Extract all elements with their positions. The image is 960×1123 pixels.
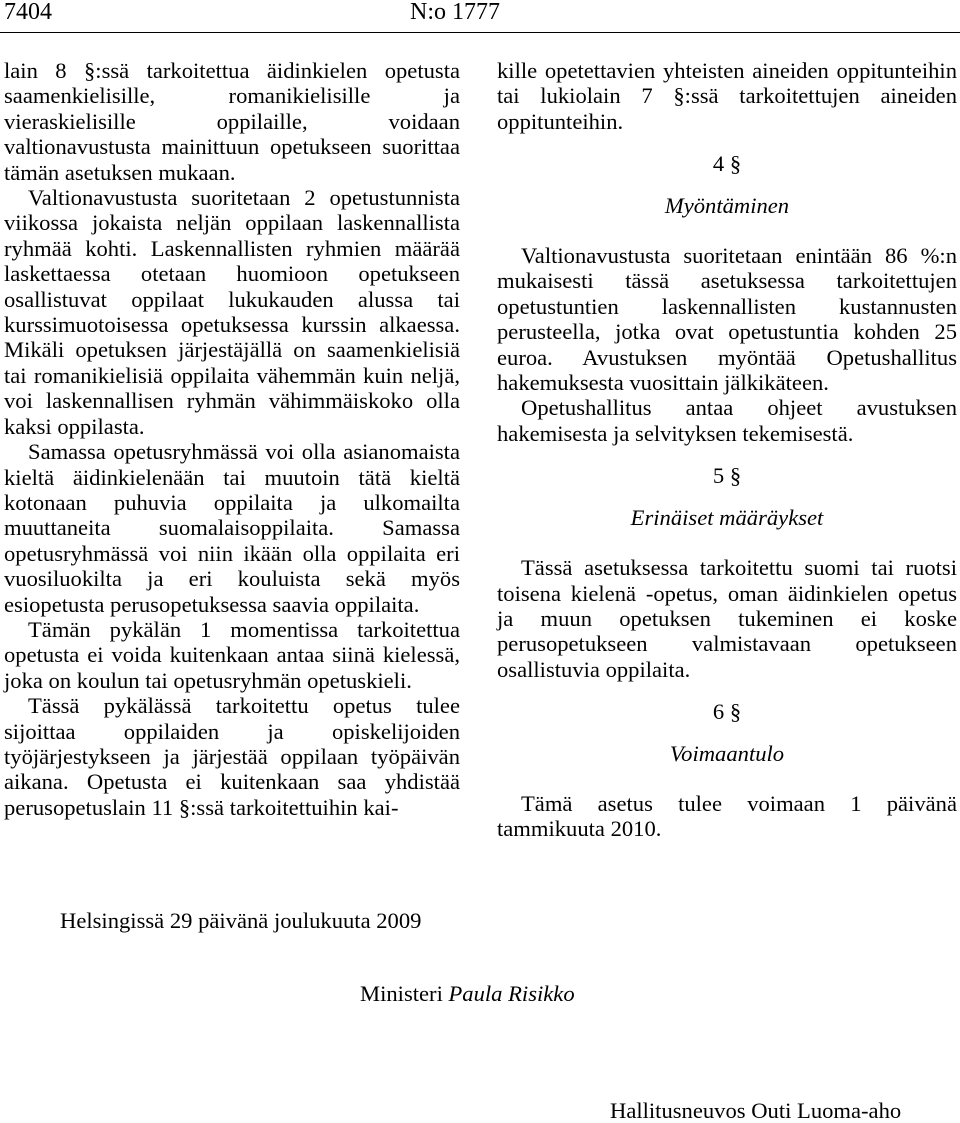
section-title: Voimaantulo bbox=[669, 740, 785, 766]
minister-title: Ministeri bbox=[360, 981, 443, 1006]
page-number: 7404 bbox=[4, 0, 52, 25]
paragraph: Tämä asetus tulee voimaan 1 päivänä tammikuuta 2010. bbox=[497, 790, 957, 842]
left-column bbox=[4, 58, 460, 820]
paragraph: lain 8 §:ssä tarkoitettua äidinkielen opetusta saamenkielisille, romanikielisille ja vieraskielisille oppilaille, voidaan valtionavustusta mainittuun opetukseen suorittaa tämän asetuksen mukaan. bbox=[4, 58, 460, 185]
official-signature: Hallitusneuvos Outi Luoma-aho bbox=[610, 1098, 902, 1123]
place-date: Helsingissä 29 päivänä joulukuuta 2009 bbox=[60, 908, 422, 933]
minister-name: Paula Risikko bbox=[448, 981, 575, 1006]
paragraph: Valtionavustusta suoritetaan 2 opetustunnista viikossa jokaista neljän oppilaan laskennallista ryhmää kohti. Laskennallisten ryhmien määrää laskettaessa otetaan huomioon opetukseen osallistuvat oppilaat lukukauden alussa tai kurssimuotoisessa opetuksessa kurssin alkaessa. Mikäli opetuksen järjestäjällä on saamenkielisiä tai romanikielisiä oppilaita vähemmän kuin neljä, voi laskennallisen ryhmän vähimmäiskoko olla kaksi oppilasta. bbox=[4, 185, 460, 439]
section-number: 6 § bbox=[712, 699, 742, 725]
paragraph: Samassa opetusryhmässä voi olla asianomaista kieltä äidinkielenään tai muutoin tätä kieltä kotonaan puhuvia oppilaita ja ulkomailta muuttaneita suomalaisoppilaita. Samassa opetusryhmässä voi niin ikään olla oppilaita eri vuosiluokilta ja eri kouluista sekä myös esiopetusta perusopetuksessa saavia oppilaita. bbox=[4, 439, 460, 617]
paragraph: Tämän pykälän 1 momentissa tarkoitettua opetusta ei voida kuitenkaan antaa siinä kielessä, joka on koulun tai opetusryhmän opetuskieli. bbox=[4, 616, 460, 693]
header-rule bbox=[0, 32, 960, 33]
minister-signature bbox=[360, 981, 575, 1006]
paragraph: Opetushallitus antaa ohjeet avustuksen hakemisesta ja selvityksen tekemisestä. bbox=[497, 395, 957, 446]
section-title: Erinäiset määräykset bbox=[630, 504, 824, 530]
paragraph: Valtionavustusta suoritetaan enintään 86 %:n mukaisesti tässä asetuksessa tarkoitettujen opetustuntien laskennallisten kustannusten perusteella, jotka ovat opetustuntia kohden 25 euroa. Avustuksen myöntää Opetushallitus hakemuksesta vuosittain jälkikäteen. bbox=[497, 243, 957, 396]
paragraph: Tässä pykälässä tarkoitettu opetus tulee sijoittaa oppilaiden ja opiskelijoiden työjärjestykseen ja järjestää oppilaan työpäivän aikana. Opetusta ei kuitenkaan saa yhdistää perusopetuslain 11 §:ssä tarkoitettuihin kai- bbox=[4, 693, 460, 820]
paragraph: kille opetettavien yhteisten aineiden oppitunteihin tai lukiolain 7 §:ssä tarkoitettujen aineiden oppitunteihin. bbox=[497, 58, 957, 134]
paragraph: Tässä asetuksessa tarkoitettu suomi tai ruotsi toisena kielenä -opetus, oman äidinkielen opetus ja muun opetuksen tukeminen ei koske perusopetukseen valmistavaan opetukseen osallistuvia oppilaita. bbox=[497, 555, 957, 682]
section-number: 4 § bbox=[712, 151, 742, 177]
right-column bbox=[497, 58, 957, 842]
section-title: Myöntäminen bbox=[664, 192, 790, 218]
section-number: 5 § bbox=[712, 463, 742, 489]
issue-number: N:o 1777 bbox=[410, 0, 500, 25]
